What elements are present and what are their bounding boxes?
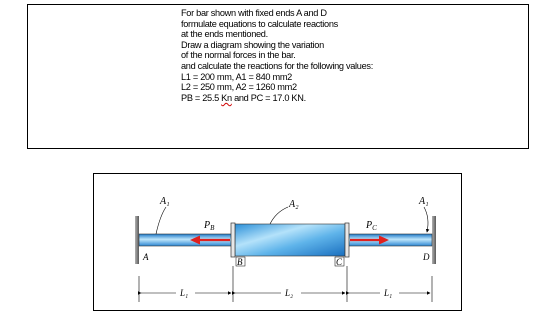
label-a: A [143,252,149,262]
problem-line: L1 = 200 mm, A1 = 840 mm2 [181,71,292,82]
label-d: D [423,252,430,262]
right-wall [432,216,436,264]
collar-c [345,223,349,257]
left-wall [135,216,139,264]
collar-b [231,223,235,257]
bar-segment-bc [235,224,345,256]
label-l2: L₂ [285,288,294,298]
problem-text [181,8,373,103]
problem-line: Draw a diagram showing the variation [181,39,324,50]
problem-line: L2 = 250 mm, A2 = 1260 mm2 [181,82,297,93]
label-a1-left: A₁ [160,196,170,207]
leader-a1-left [156,207,166,234]
label-a2: A₂ [289,199,299,210]
label-l1-right: L₁ [384,288,393,298]
load-pc-text: and PC = 17.0 KN. [231,92,306,103]
problem-line: formulate equations to calculate reactions [181,18,338,29]
problem-line: of the normal forces in the bar. [181,50,296,61]
label-pb-sub: B [210,224,215,232]
leader-a2 [270,207,288,224]
problem-line: For bar shown with fixed ends A and D [181,8,327,18]
problem-line: at the ends mentioned. [181,29,268,40]
label-pc [365,220,377,232]
label-l1-left: L₁ [180,288,189,298]
problem-line: and calculate the reactions for the following values: [181,60,373,71]
label-pb-letter: P [204,220,211,231]
leader-a1-right [424,207,428,232]
label-pc-letter: P [366,220,373,231]
label-pb [203,220,215,232]
spellcheck-underlined-unit: Kn [221,92,232,103]
problem-statement-box [27,4,529,149]
label-pc-sub: C [372,224,377,232]
label-c: C [336,257,343,267]
label-b: B [237,257,243,267]
load-pb-text: PB = 25.5 [181,92,222,103]
bar-diagram [94,174,461,310]
label-a1-right: A₁ [419,196,429,207]
problem-line-loads [181,93,373,104]
bar-figure [93,173,462,311]
